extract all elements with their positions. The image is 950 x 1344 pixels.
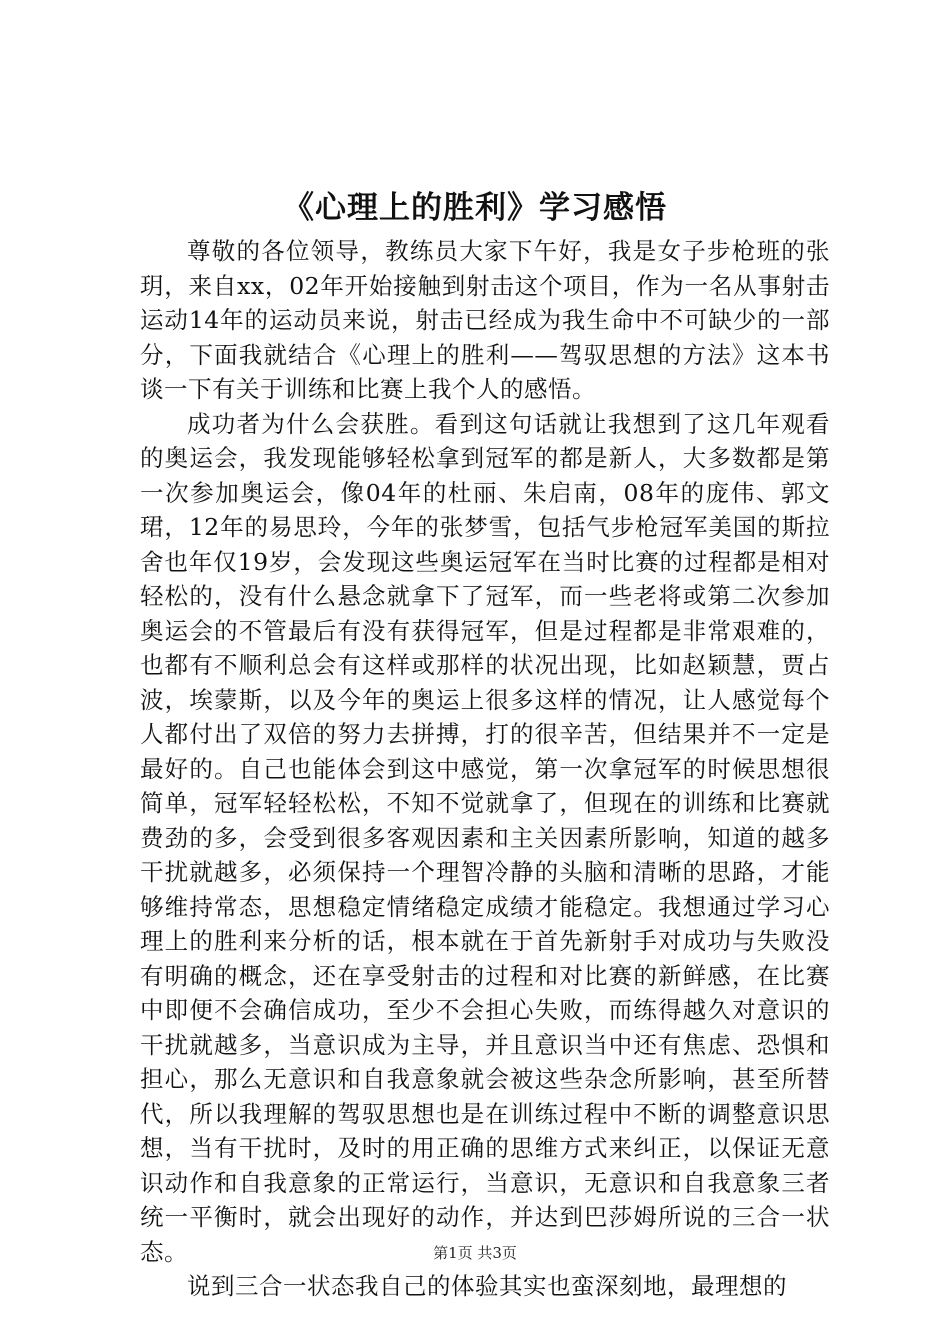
document-title: 《心理上的胜利》学习感悟: [283, 190, 667, 226]
paragraph-three-in-one: 说到三合一状态我自己的体验其实也蛮深刻地，最理想的: [187, 1272, 787, 1300]
page-number-footer: 第1页 共3页: [433, 1244, 517, 1262]
document-body: [140, 234, 830, 1304]
paragraph-intro: 尊敬的各位领导，教练员大家下午好，我是女子步枪班的张玥，来自xx，02年开始接触到射击这个项目，作为一名从事射击运动14年的运动员来说，射击已经成为我生命中不可缺少的一部分，下面我就结合《心理上的胜利——驾驭思想的方法》这本书谈一下有关于训练和比赛上我个人的感悟。: [140, 237, 830, 403]
paragraph-winners: 成功者为什么会获胜。看到这句话就让我想到了这几年观看的奥运会，我发现能够轻松拿到冠军的都是新人，大多数都是第一次参加奥运会，像04年的杜丽、朱启南，08年的庞伟、郭文珺，12年的易思玲，今年的张梦雪，包括气步枪冠军美国的斯拉舍也年仅19岁，会发现这些奥运冠军在当时比赛的过程都是相对轻松的，没有什么悬念就拿下了冠军，而一些老将或第二次参加奥运会的不管最后有没有获得冠军，但是过程都是非常艰难的，也都有不顺利总会有这样或那样的状况出现，比如赵颖慧，贾占波，埃蒙斯，以及今年的奥运上很多这样的情况，让人感觉每个人都付出了双倍的努力去拼搏，打的很辛苦，但结果并不一定是最好的。自己也能体会到这中感觉，第一次拿冠军的时候思想很简单，冠军轻轻松松，不知不觉就拿了，但现在的训练和比赛就费劲的多，会受到很多客观因素和主关因素所影响，知道的越多干扰就越多，必须保持一个理智冷静的头脑和清晰的思路，才能够维持常态，思想稳定情绪稳定成绩才能稳定。我想通过学习心理上的胜利来分析的话，根本就在于首先新射手对成功与失败没有明确的概念，还在享受射击的过程和对比赛的新鲜感，在比赛中即便不会确信成功，至少不会担心失败，而练得越久对意识的干扰就越多，当意识成为主导，并且意识当中还有焦虑、恐惧和担心，那么无意识和自我意象就会被这些杂念所影响，甚至所替代，所以我理解的驾驭思想也是在训练过程中不断的调整意识思想，当有干扰时，及时的用正确的思维方式来纠正，以保证无意识动作和自我意象的正常运行，当意识，无意识和自我意象三者统一平衡时，就会出现好的动作，并达到巴莎姆所说的三合一状态。: [140, 409, 830, 1266]
